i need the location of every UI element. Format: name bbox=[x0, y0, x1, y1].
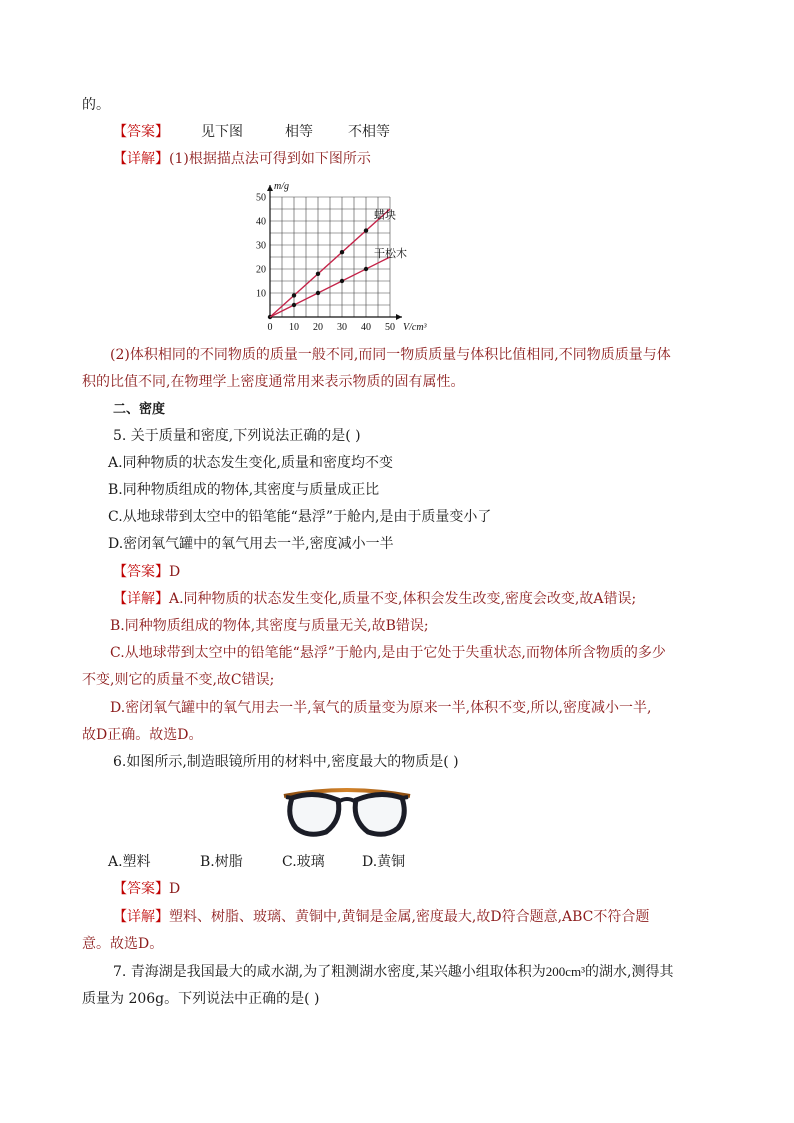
data-point bbox=[364, 228, 368, 232]
q7-line2: 质量为 206g。下列说法中正确的是( ) bbox=[82, 991, 320, 1007]
q5-stem: 5. 关于质量和密度,下列说法正确的是( ) bbox=[113, 428, 361, 444]
y-tick-label: 40 bbox=[256, 216, 266, 228]
detail-row bbox=[113, 149, 371, 169]
q6-answer-value: D bbox=[169, 881, 181, 897]
detail-text: (1)根据描点法可得到如下图所示 bbox=[169, 151, 371, 167]
y-axis-arrow bbox=[267, 185, 273, 191]
answer-part-3: 不相等 bbox=[348, 124, 390, 140]
q5-detail-line5: D.密闭氧气罐中的氧气用去一半,氧气的质量变为原来一半,体积不变,所以,密度减小一半, bbox=[110, 700, 652, 716]
q5-detail-line4: 不变,则它的质量不变,故C错误; bbox=[82, 672, 275, 688]
q5-option-c: C.从地球带到太空中的铅笔能“悬浮”于舱内,是由于质量变小了 bbox=[108, 509, 492, 525]
answer-row bbox=[113, 122, 169, 142]
x-tick-label: 0 bbox=[267, 322, 273, 330]
q5-detail-line6: 故D正确。故选D。 bbox=[82, 727, 203, 743]
q6-option-b: B.树脂 bbox=[200, 854, 243, 870]
x-tick-label: 10 bbox=[289, 322, 299, 330]
section-heading: 二、密度 bbox=[113, 402, 166, 417]
y-tick-label: 50 bbox=[256, 192, 266, 204]
q5-option-b: B.同种物质组成的物体,其密度与质量成正比 bbox=[108, 482, 380, 498]
data-point bbox=[364, 267, 368, 271]
chart-series bbox=[268, 209, 390, 319]
q5-answer bbox=[113, 562, 180, 582]
data-point bbox=[292, 303, 296, 307]
q6-option-d: D.黄铜 bbox=[362, 854, 406, 870]
q7-line1 bbox=[113, 962, 673, 982]
intro-tail: 的。 bbox=[82, 97, 110, 113]
q7-line1-a: 7. 青海湖是我国最大的咸水湖,为了粗测湖水密度,某兴趣小组取体积为 bbox=[113, 964, 546, 980]
series-label-2: 干松木 bbox=[374, 247, 407, 260]
q6-option-a: A.塑料 bbox=[108, 854, 151, 870]
x-tick-label: 50 bbox=[385, 322, 395, 330]
chart-grid bbox=[270, 197, 390, 317]
data-point bbox=[316, 272, 320, 276]
y-tick-label: 30 bbox=[256, 240, 266, 252]
data-point bbox=[340, 279, 344, 283]
x-tick-label: 30 bbox=[337, 322, 347, 330]
x-tick-label: 20 bbox=[313, 322, 323, 330]
q6-answer bbox=[113, 879, 180, 899]
answer-label: 【答案】 bbox=[113, 124, 169, 140]
q5-option-d: D.密闭氧气罐中的氧气用去一半,密度减小一半 bbox=[108, 536, 394, 552]
data-point bbox=[316, 291, 320, 295]
q6-stem: 6.如图所示,制造眼镜所用的材料中,密度最大的物质是( ) bbox=[113, 754, 459, 770]
q6-detail-text: 塑料、树脂、玻璃、黄铜中,黄铜是金属,密度最大,故D符合题意,ABC不符合题 bbox=[169, 909, 650, 925]
x-axis-label: V/cm³ bbox=[403, 322, 427, 330]
q5-detail-line3: C.从地球带到太空中的铅笔能“悬浮”于舱内,是由于它处于失重状态,而物体所含物质的多少 bbox=[110, 645, 666, 661]
x-tick-label: 40 bbox=[361, 322, 371, 330]
q7-volume: 200cm³ bbox=[545, 964, 585, 979]
data-point bbox=[292, 293, 296, 297]
mass-volume-chart bbox=[245, 170, 445, 330]
data-point bbox=[340, 250, 344, 254]
y-axis-label: m/g bbox=[274, 181, 289, 192]
q5-detail-line1 bbox=[113, 589, 636, 609]
detail-part2-line1: (2)体积相同的不同物质的质量一般不同,而同一物质质量与体积比值相同,不同物质质量与体 bbox=[110, 347, 671, 363]
q6-detail-line1 bbox=[113, 907, 649, 927]
q6-option-c: C.玻璃 bbox=[282, 854, 325, 870]
q6-answer-label: 【答案】 bbox=[113, 881, 169, 897]
q5-option-a: A.同种物质的状态发生变化,质量和密度均不变 bbox=[108, 455, 394, 471]
series-label-1: 蜡块 bbox=[374, 208, 396, 222]
q5-detail-text: A.同种物质的状态发生变化,质量不变,体积会发生改变,密度会改变,故A错误; bbox=[169, 591, 637, 607]
q6-detail-label: 【详解】 bbox=[113, 909, 169, 925]
y-tick-label: 10 bbox=[256, 288, 266, 300]
detail-label: 【详解】 bbox=[113, 151, 169, 167]
q5-detail-line2: B.同种物质组成的物体,其密度与质量无关,故B错误; bbox=[110, 618, 429, 634]
answer-part-2: 相等 bbox=[285, 124, 313, 140]
q5-detail-label: 【详解】 bbox=[113, 591, 169, 607]
detail-part2-line2: 积的比值不同,在物理学上密度通常用来表示物质的固有属性。 bbox=[82, 374, 465, 390]
glasses-image bbox=[278, 782, 416, 842]
q6-detail-line2: 意。故选D。 bbox=[82, 936, 164, 952]
x-axis-arrow bbox=[396, 314, 402, 320]
answer-part-1: 见下图 bbox=[201, 124, 243, 140]
q7-line1-c: 的湖水,测得其 bbox=[585, 964, 674, 980]
q5-answer-label: 【答案】 bbox=[113, 564, 169, 580]
y-tick-label: 20 bbox=[256, 264, 266, 276]
q5-answer-value: D bbox=[169, 564, 181, 580]
